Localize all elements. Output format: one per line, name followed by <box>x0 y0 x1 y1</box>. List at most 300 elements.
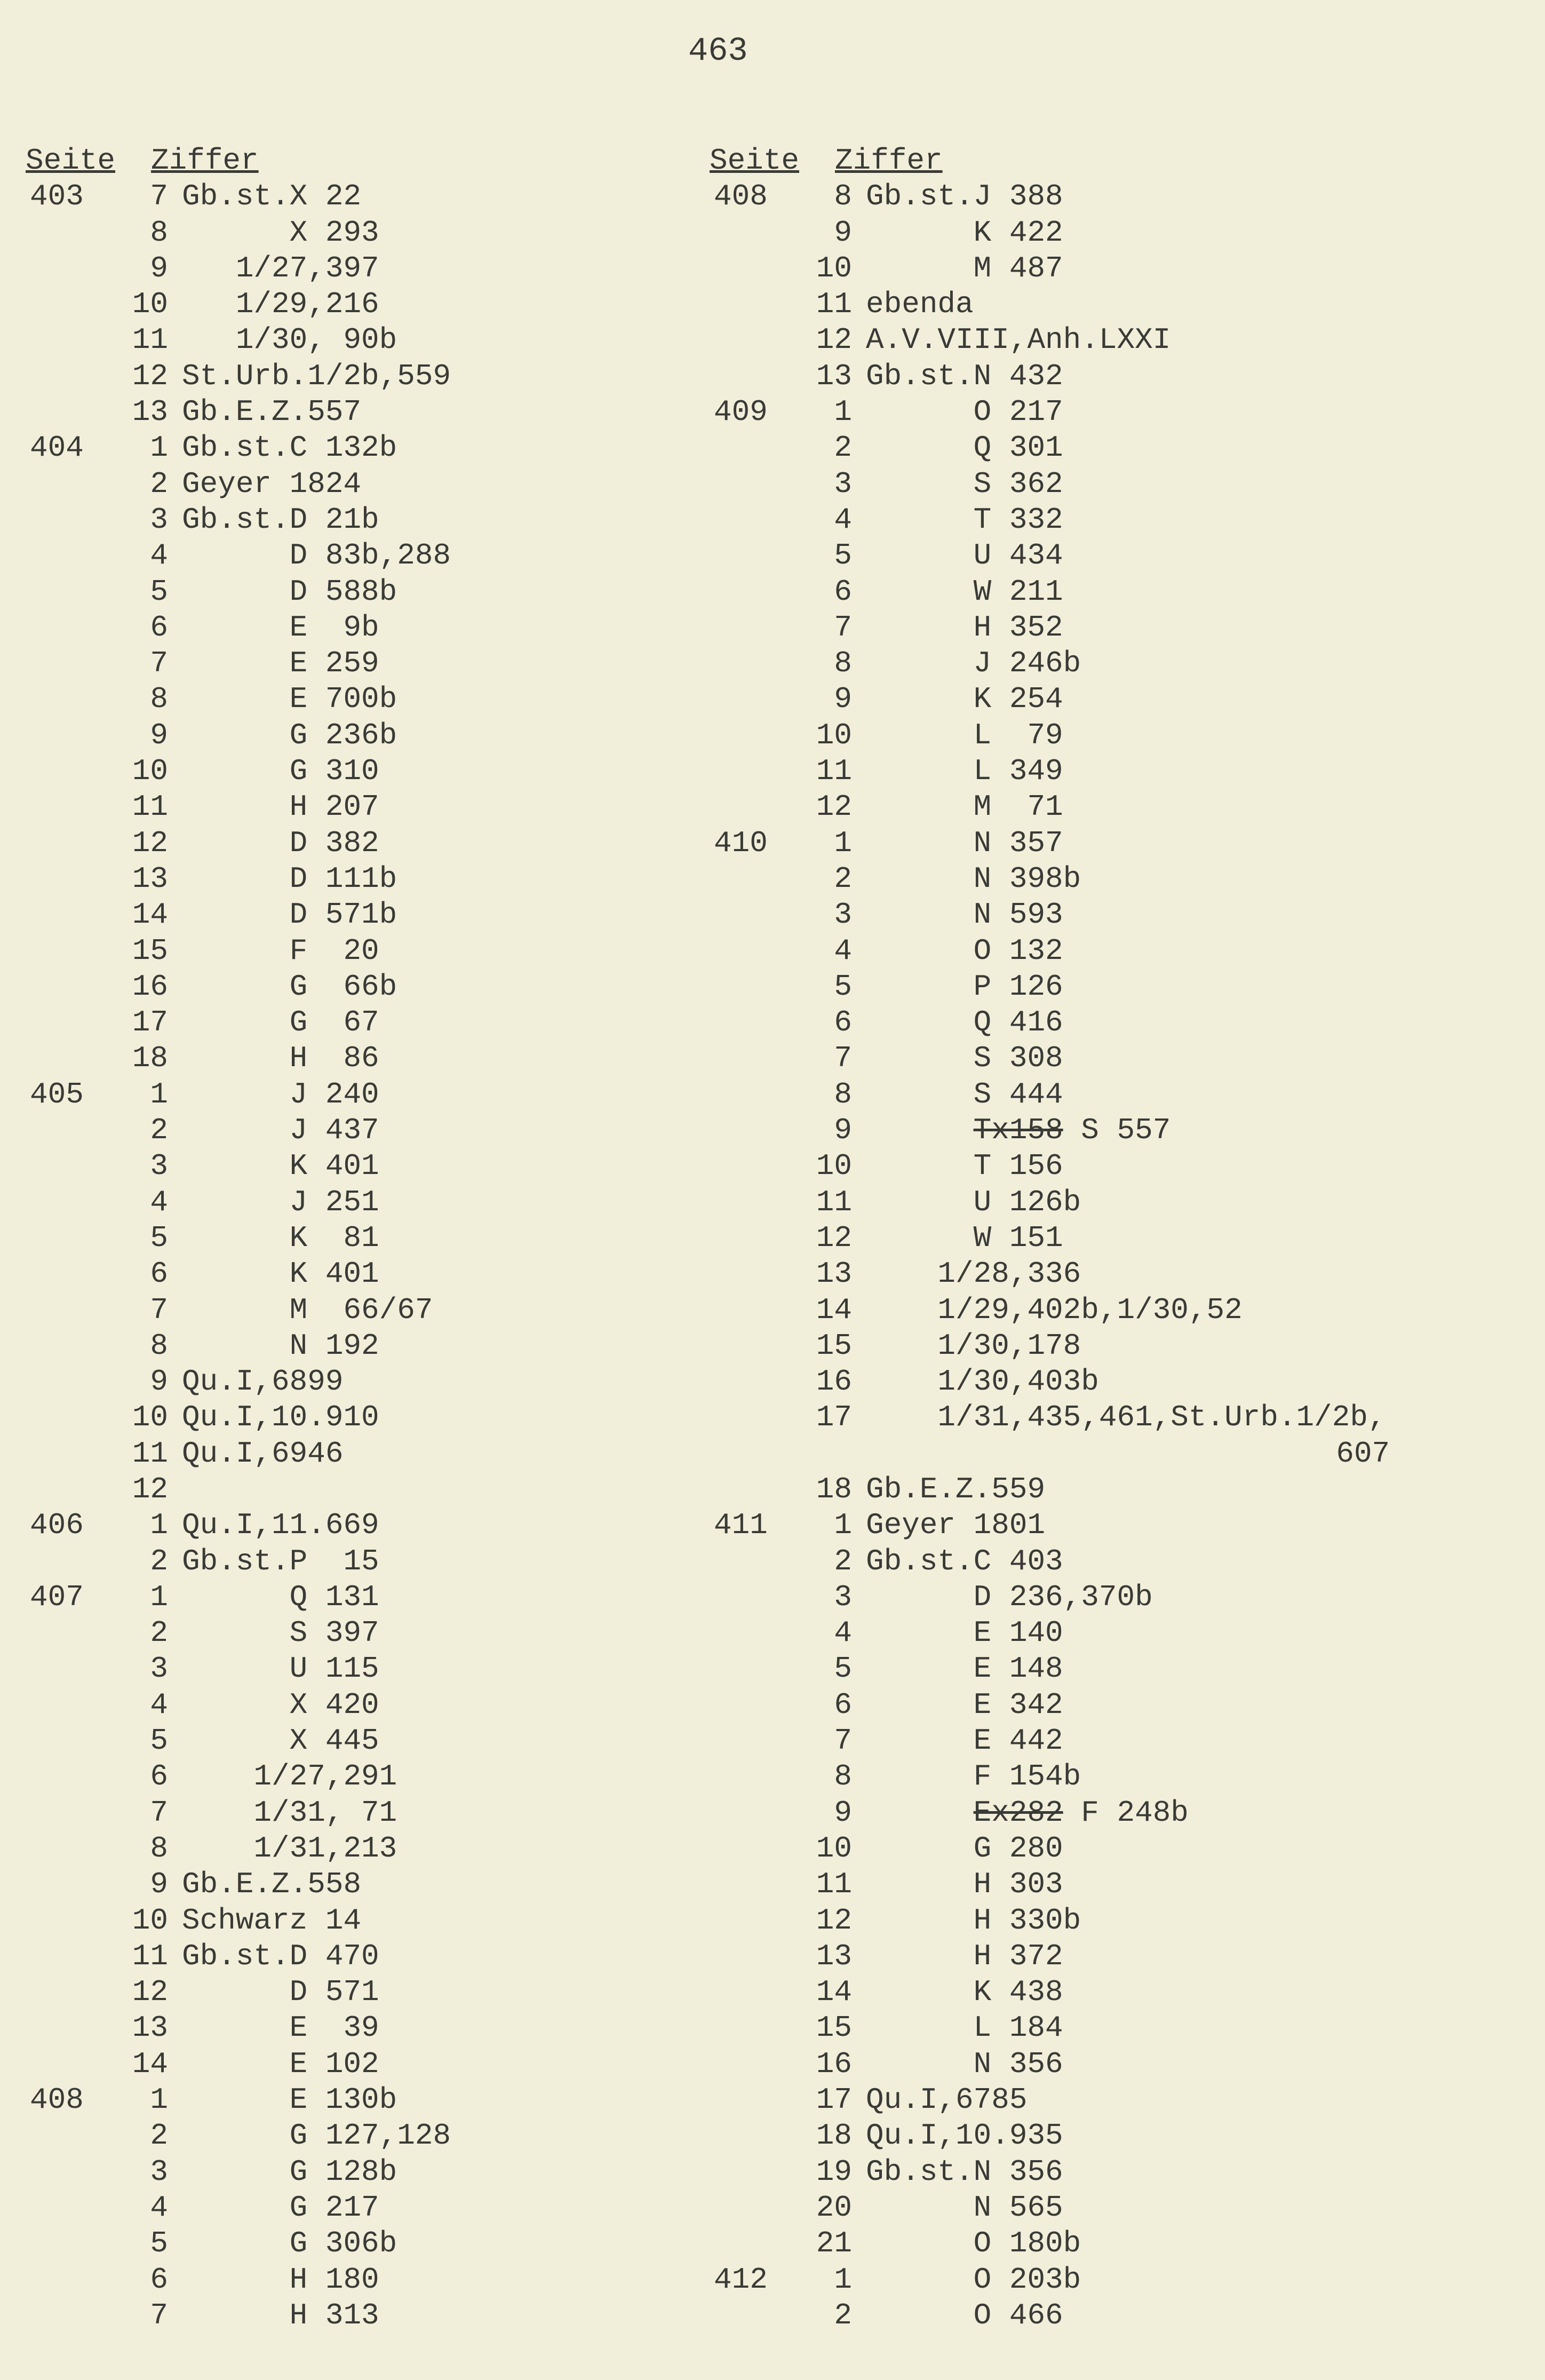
ziffer-cell: 6 <box>834 574 852 609</box>
seite-cell <box>26 574 114 610</box>
ziffer-cell: 13 <box>132 2011 168 2045</box>
reference-text: X 293 <box>182 215 379 250</box>
reference-cell <box>852 1687 1063 1723</box>
ziffer-cell: 5 <box>834 1652 852 1686</box>
reference-text: W 211 <box>866 574 1063 609</box>
reference-cell <box>852 179 1063 215</box>
reference-cell <box>852 1364 1099 1400</box>
reference-cell <box>852 359 1063 394</box>
table-row <box>710 2190 1390 2226</box>
ziffer-cell: 5 <box>834 969 852 1004</box>
table-row <box>26 1328 451 1364</box>
seite-cell <box>26 359 114 394</box>
reference-cell <box>168 1041 379 1076</box>
seite-cell <box>710 1759 798 1795</box>
reference-cell <box>852 789 1063 825</box>
seite-cell <box>710 1292 798 1328</box>
table-row <box>26 646 451 681</box>
reference-cell <box>852 2118 1063 2154</box>
table-row <box>710 2118 1390 2154</box>
reference-cell <box>168 718 397 753</box>
seite-cell <box>710 1795 798 1831</box>
ziffer-cell: 8 <box>834 1759 852 1794</box>
reference-cell <box>852 1615 1063 1651</box>
ziffer-cell: 8 <box>150 215 168 250</box>
reference-text: 1/27,291 <box>182 1759 397 1794</box>
seite-cell <box>710 646 798 681</box>
table-row <box>710 826 1390 861</box>
table-row <box>710 1005 1390 1041</box>
reference-cell <box>852 1077 1063 1113</box>
reference-cell <box>168 681 397 717</box>
reference-text: H 372 <box>866 1939 1063 1973</box>
ziffer-cell: 11 <box>816 1867 852 1902</box>
table-row <box>26 322 451 358</box>
table-row <box>26 430 451 466</box>
table-row <box>26 1580 451 1615</box>
seite-cell <box>710 430 798 466</box>
table-row <box>710 933 1390 969</box>
seite-cell <box>26 1723 114 1759</box>
seite-cell <box>26 1544 114 1580</box>
reference-cell <box>852 969 1063 1005</box>
reference-cell <box>168 1759 397 1795</box>
reference-cell <box>168 359 451 394</box>
reference-cell <box>852 502 1063 538</box>
seite-cell <box>26 1867 114 1902</box>
table-row <box>710 1292 1390 1328</box>
ziffer-cell: 2 <box>834 2298 852 2333</box>
reference-cell <box>852 1472 1045 1508</box>
table-row <box>710 1903 1390 1939</box>
reference-text: N 565 <box>866 2190 1063 2225</box>
reference-text: N 356 <box>866 2046 1063 2081</box>
seite-cell <box>26 1220 114 1256</box>
ziffer-cell: 10 <box>132 287 168 322</box>
reference-cell <box>168 1436 343 1472</box>
reference-text: G 67 <box>182 1005 379 1040</box>
table-row <box>26 1867 451 1902</box>
table-row <box>26 359 451 394</box>
seite-cell <box>26 2226 114 2262</box>
table-row <box>26 1077 451 1113</box>
reference-cell <box>168 251 379 287</box>
reference-text: Q 301 <box>866 431 1063 465</box>
reference-text: G 306b <box>182 2226 397 2261</box>
seite-cell <box>710 1005 798 1041</box>
seite-cell <box>26 1939 114 1974</box>
ziffer-cell: 4 <box>150 1687 168 1722</box>
reference-text: S 397 <box>182 1616 379 1651</box>
reference-cell <box>852 1974 1063 2010</box>
table-row <box>26 1185 451 1220</box>
reference-cell <box>852 2226 1081 2262</box>
table-row <box>26 610 451 646</box>
ziffer-cell: 5 <box>150 574 168 609</box>
table-row <box>26 1436 451 1472</box>
table-row <box>26 1148 451 1184</box>
seite-cell <box>26 1005 114 1041</box>
reference-text: S 308 <box>866 1041 1063 1076</box>
seite-cell <box>710 1148 798 1184</box>
ziffer-cell: 14 <box>132 2046 168 2081</box>
ziffer-cell: 11 <box>132 790 168 824</box>
column-header <box>710 143 1390 179</box>
right-column <box>710 143 1390 2334</box>
reference-cell <box>168 2082 397 2118</box>
reference-text: K 401 <box>182 1149 379 1184</box>
ziffer-cell: 3 <box>150 502 168 537</box>
reference-text: Geyer 1824 <box>182 466 362 501</box>
table-row <box>26 1472 451 1508</box>
reference-cell <box>852 1651 1063 1687</box>
table-row <box>26 681 451 717</box>
ziffer-cell: 18 <box>132 1041 168 1076</box>
table-row <box>710 1256 1390 1292</box>
table-row <box>710 1472 1390 1508</box>
reference-text: N 593 <box>866 898 1063 932</box>
struck-text: Tx158 <box>973 1113 1063 1148</box>
reference-text: Gb.st.J 388 <box>866 179 1063 214</box>
seite-cell: 410 <box>714 826 768 860</box>
ziffer-cell: 9 <box>150 1867 168 1902</box>
ziffer-cell: 7 <box>834 1041 852 1076</box>
reference-text: O 132 <box>866 933 1063 968</box>
table-row <box>710 1939 1390 1974</box>
reference-text: Qu.I,6946 <box>182 1436 344 1471</box>
ziffer-cell: 1 <box>150 1580 168 1614</box>
table-row <box>26 2226 451 2262</box>
table-row <box>710 861 1390 897</box>
table-row <box>710 718 1390 753</box>
reference-text: E 700b <box>182 682 397 717</box>
table-row <box>26 179 451 215</box>
table-row <box>710 2154 1390 2190</box>
table-row <box>26 1939 451 1974</box>
reference-text: D 111b <box>182 861 397 896</box>
reference-cell <box>852 861 1081 897</box>
reference-cell <box>168 1005 379 1041</box>
seite-cell <box>710 1328 798 1364</box>
table-row <box>26 969 451 1005</box>
seite-cell <box>710 1544 798 1580</box>
table-row <box>26 2118 451 2154</box>
table-row <box>710 574 1390 610</box>
reference-cell <box>852 1436 1390 1472</box>
reference-cell <box>168 430 397 466</box>
seite-cell <box>26 322 114 358</box>
ziffer-cell: 5 <box>150 1220 168 1255</box>
reference-text: D 83b,288 <box>182 538 451 573</box>
seite-cell <box>710 466 798 502</box>
ziffer-cell: 10 <box>132 1400 168 1435</box>
seite-cell <box>710 502 798 538</box>
ziffer-cell: 17 <box>816 1400 852 1435</box>
seite-cell <box>26 1436 114 1472</box>
seite-cell <box>710 1472 798 1508</box>
table-row <box>26 1903 451 1939</box>
seite-cell <box>710 359 798 394</box>
seite-cell <box>710 322 798 358</box>
reference-text: 1/28,336 <box>866 1257 1081 1291</box>
table-row <box>710 1687 1390 1723</box>
ziffer-cell: 1 <box>150 431 168 465</box>
ziffer-cell: 5 <box>150 1724 168 1758</box>
ziffer-cell: 4 <box>834 502 852 537</box>
reference-cell <box>168 2190 379 2226</box>
reference-text: H 303 <box>866 1867 1063 1902</box>
table-row <box>26 1113 451 1148</box>
header-seite: Seite <box>26 144 116 178</box>
seite-cell <box>710 1687 798 1723</box>
ziffer-cell: 2 <box>150 466 168 501</box>
table-row <box>26 1400 451 1435</box>
ziffer-cell: 2 <box>834 861 852 896</box>
table-row <box>26 789 451 825</box>
reference-text: N 357 <box>866 826 1063 860</box>
table-row <box>710 251 1390 287</box>
seite-cell <box>26 2118 114 2154</box>
seite-cell <box>26 1651 114 1687</box>
seite-cell <box>26 753 114 789</box>
seite-cell <box>710 1867 798 1902</box>
reference-cell <box>168 1256 379 1292</box>
seite-cell <box>710 2226 798 2262</box>
seite-cell <box>710 1723 798 1759</box>
reference-text: X 445 <box>182 1724 379 1758</box>
ziffer-cell: 7 <box>834 610 852 645</box>
reference-text: H 180 <box>182 2262 379 2297</box>
table-row <box>710 2226 1390 2262</box>
reference-text: 1/31, 71 <box>182 1795 397 1830</box>
seite-cell <box>26 215 114 251</box>
reference-text: U 115 <box>182 1652 379 1686</box>
reference-cell <box>168 1220 379 1256</box>
seite-cell <box>710 933 798 969</box>
ziffer-cell: 7 <box>834 1724 852 1758</box>
seite-cell <box>710 1580 798 1615</box>
reference-cell <box>852 251 1063 287</box>
reference-text: O 466 <box>866 2298 1063 2333</box>
reference-text: H 86 <box>182 1041 379 1076</box>
reference-cell <box>168 897 397 933</box>
reference-text: D 571b <box>182 898 397 932</box>
table-row <box>26 2082 451 2118</box>
page-number: 463 <box>688 32 748 70</box>
seite-cell <box>26 1364 114 1400</box>
table-row <box>26 574 451 610</box>
reference-cell <box>168 789 379 825</box>
seite-cell <box>26 502 114 538</box>
left-column <box>26 143 451 2334</box>
reference-text: E 442 <box>866 1724 1063 1758</box>
reference-text: J 240 <box>182 1077 379 1112</box>
reference-text: A.V.VIII,Anh.LXXI <box>866 323 1171 358</box>
table-row <box>710 1364 1390 1400</box>
reference-cell <box>168 969 397 1005</box>
reference-cell <box>852 1148 1063 1184</box>
table-row <box>26 2298 451 2334</box>
table-row <box>710 897 1390 933</box>
reference-text: F 154b <box>866 1759 1081 1794</box>
seite-cell <box>26 1903 114 1939</box>
seite-cell <box>710 969 798 1005</box>
seite-cell <box>26 251 114 287</box>
ziffer-cell: 7 <box>150 1292 168 1327</box>
ziffer-cell: 8 <box>834 179 852 214</box>
ziffer-cell: 13 <box>816 1939 852 1973</box>
seite-cell <box>710 2298 798 2334</box>
reference-cell <box>168 1687 379 1723</box>
reference-cell <box>168 394 361 430</box>
seite-cell: 403 <box>30 179 84 214</box>
table-row <box>710 789 1390 825</box>
seite-cell <box>26 1185 114 1220</box>
table-row <box>710 1041 1390 1076</box>
reference-cell <box>852 1400 1386 1435</box>
ziffer-cell: 4 <box>834 1616 852 1651</box>
reference-cell <box>168 1974 379 2010</box>
ziffer-cell: 12 <box>816 1220 852 1255</box>
table-row <box>710 1795 1390 1831</box>
ziffer-cell: 4 <box>150 1185 168 1219</box>
table-row <box>710 2298 1390 2334</box>
reference-cell <box>168 2010 379 2046</box>
seite-cell <box>26 1615 114 1651</box>
reference-cell <box>168 861 397 897</box>
reference-text: Gb.st.N 356 <box>866 2154 1063 2189</box>
reference-text: G 217 <box>182 2190 379 2225</box>
ziffer-cell: 8 <box>150 1831 168 1866</box>
reference-text: Gb.st.D 21b <box>182 502 379 537</box>
reference-text: M 71 <box>866 790 1063 824</box>
reference-text: Gb.st.D 470 <box>182 1939 379 1973</box>
ziffer-cell: 1 <box>834 826 852 860</box>
ziffer-cell: 14 <box>816 1975 852 2010</box>
table-row <box>26 1687 451 1723</box>
reference-cell <box>852 1185 1081 1220</box>
reference-text <box>866 1796 974 1830</box>
reference-cell <box>852 1328 1081 1364</box>
table-row <box>710 502 1390 538</box>
ziffer-cell: 10 <box>816 1831 852 1866</box>
reference-cell <box>852 2010 1063 2046</box>
reference-cell <box>168 179 361 215</box>
reference-text: K 422 <box>866 215 1063 250</box>
column-header <box>26 143 451 179</box>
seite-cell: 408 <box>714 179 768 214</box>
ziffer-cell: 9 <box>834 682 852 717</box>
reference-cell <box>852 1041 1063 1076</box>
ziffer-cell: 11 <box>132 323 168 358</box>
seite-cell <box>26 2190 114 2226</box>
ziffer-cell: 1 <box>150 2083 168 2117</box>
reference-cell <box>852 1113 1170 1148</box>
reference-text: Qu.I,10.935 <box>866 2119 1063 2153</box>
reference-cell <box>168 1185 379 1220</box>
reference-text: Qu.I,6899 <box>182 1364 344 1399</box>
seite-cell <box>26 1256 114 1292</box>
reference-text: Geyer 1801 <box>866 1508 1046 1543</box>
ziffer-cell: 12 <box>132 359 168 393</box>
ziffer-cell: 5 <box>150 2226 168 2261</box>
reference-cell <box>168 1113 379 1148</box>
reference-text: H 207 <box>182 790 379 824</box>
reference-cell <box>852 1544 1063 1580</box>
ziffer-cell: 8 <box>150 1328 168 1363</box>
table-row <box>710 2082 1390 2118</box>
reference-text: N 398b <box>866 861 1081 896</box>
ziffer-cell: 9 <box>150 718 168 752</box>
seite-cell <box>710 2190 798 2226</box>
ziffer-cell: 16 <box>816 1364 852 1399</box>
seite-cell <box>710 574 798 610</box>
reference-cell <box>168 753 379 789</box>
seite-cell: 406 <box>30 1508 84 1543</box>
table-row <box>710 1077 1390 1113</box>
reference-text: G 127,128 <box>182 2119 451 2153</box>
reference-text: W 151 <box>866 1220 1063 1255</box>
reference-text: 1/29,402b,1/30,52 <box>866 1292 1243 1327</box>
seite-cell <box>710 2082 798 2118</box>
reference-cell <box>852 2262 1081 2298</box>
table-row <box>710 466 1390 502</box>
ziffer-cell: 3 <box>834 898 852 932</box>
reference-text: 1/27,397 <box>182 251 379 285</box>
ziffer-cell: 2 <box>150 2119 168 2153</box>
reference-text <box>866 1113 974 1147</box>
seite-cell <box>710 1400 798 1435</box>
reference-cell <box>852 610 1063 646</box>
ziffer-cell: 12 <box>132 1472 168 1506</box>
reference-text: Schwarz 14 <box>182 1903 362 1938</box>
table-row <box>26 897 451 933</box>
ziffer-cell: 7 <box>150 646 168 681</box>
table-row <box>26 2154 451 2190</box>
ziffer-cell: 1 <box>834 395 852 430</box>
ziffer-cell: 2 <box>150 1616 168 1651</box>
table-row <box>26 2190 451 2226</box>
table-row <box>710 610 1390 646</box>
seite-cell: 404 <box>30 431 84 465</box>
ziffer-cell: 5 <box>834 538 852 573</box>
ziffer-cell: 7 <box>150 1795 168 1830</box>
table-row <box>710 1651 1390 1687</box>
reference-cell <box>168 933 379 969</box>
ziffer-cell: 12 <box>816 790 852 824</box>
ziffer-cell: 15 <box>132 933 168 968</box>
reference-cell <box>852 646 1081 681</box>
reference-cell <box>168 322 397 358</box>
ziffer-cell: 18 <box>816 2119 852 2153</box>
ziffer-cell: 7 <box>150 2298 168 2333</box>
seite-cell <box>26 610 114 646</box>
table-row <box>710 1831 1390 1867</box>
ziffer-cell: 6 <box>150 1759 168 1794</box>
seite-cell <box>710 1974 798 2010</box>
reference-text: 1/29,216 <box>182 287 379 322</box>
reference-text: St.Urb.1/2b,559 <box>182 359 451 393</box>
reference-cell <box>168 1472 182 1508</box>
reference-cell <box>852 538 1063 574</box>
ziffer-cell: 19 <box>816 2154 852 2189</box>
seite-cell <box>26 1328 114 1364</box>
table-row <box>26 287 451 322</box>
table-row <box>26 538 451 574</box>
table-row <box>26 826 451 861</box>
ziffer-cell: 6 <box>150 610 168 645</box>
ziffer-cell: 7 <box>150 179 168 214</box>
